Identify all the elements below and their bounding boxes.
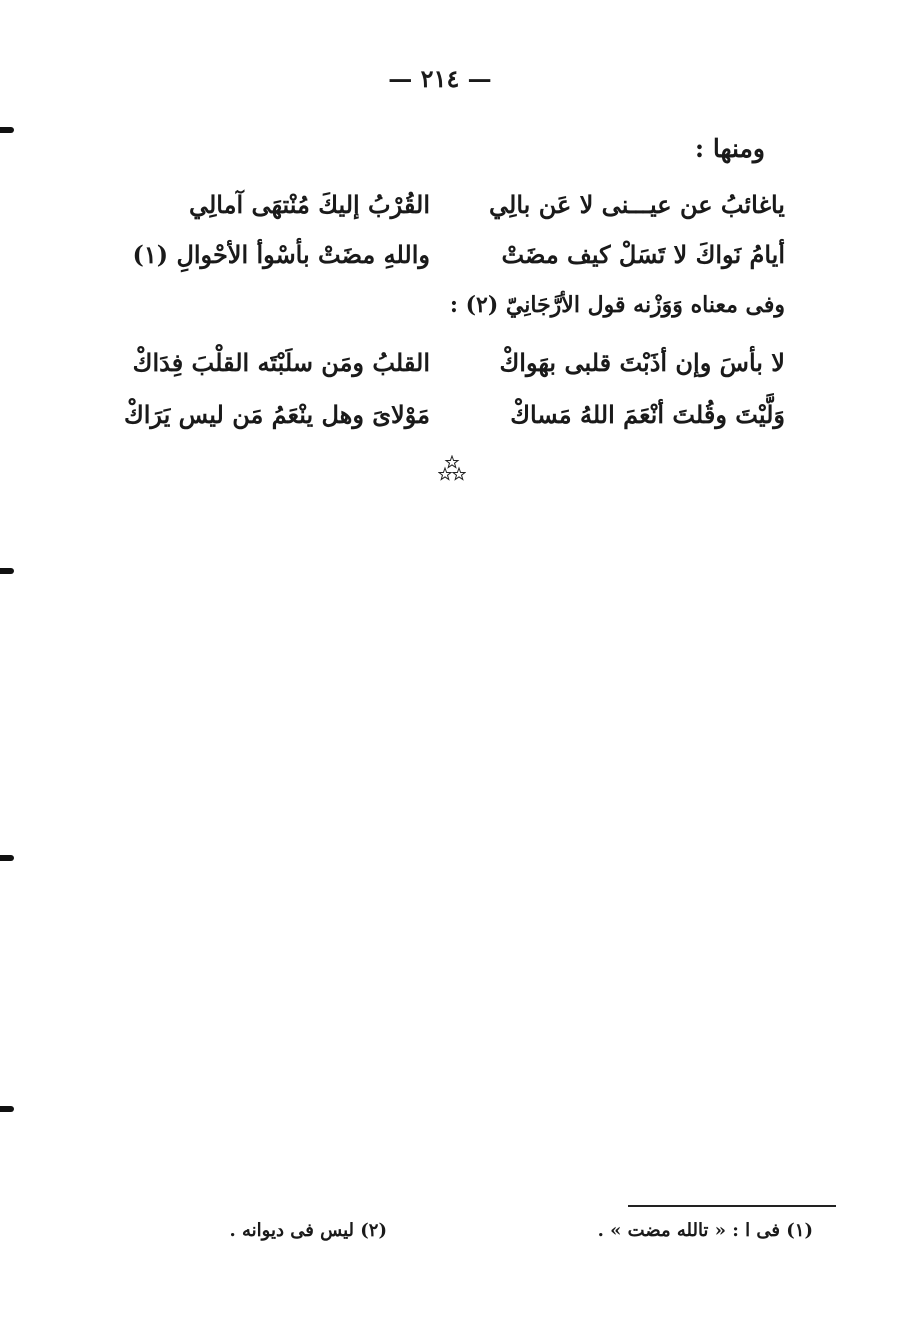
star-cluster-icon xyxy=(438,455,466,481)
verse-line xyxy=(110,190,785,232)
margin-mark-icon xyxy=(0,127,14,133)
verse-line xyxy=(110,348,785,390)
margin-mark-icon xyxy=(0,855,14,861)
verse-intro: وفى معناه وَوَزْنه قول الأرَّجَانِيّ (٢) : xyxy=(449,292,785,318)
verse-first-hemistich: لا بأسَ وإن أذَبْتَ قلبى بهَواكْ xyxy=(499,348,785,377)
verse-line xyxy=(110,240,785,282)
verse-second-hemistich: مَوْلاىَ وهل ينْعَمُ مَن ليس يَرَاكْ xyxy=(123,400,430,429)
verse-line xyxy=(110,400,785,442)
verse-first-hemistich: وَلَّيْتَ وقُلتَ أنْعَمَ اللهُ مَساكْ xyxy=(510,400,785,429)
verse-second-hemistich: القُرْبُ إليكَ مُنْتهَى آمالِي xyxy=(188,190,430,219)
page-number: — ٢١٤ — xyxy=(388,64,492,93)
section-heading: ومنها : xyxy=(694,134,765,163)
footnote-1: (١) فى ا : « تالله مضت » . xyxy=(597,1220,813,1241)
verse-second-hemistich: القلبُ ومَن سلَبْتَه القلْبَ فِدَاكْ xyxy=(132,348,430,377)
footnote-divider xyxy=(628,1205,836,1207)
margin-mark-icon xyxy=(0,568,14,574)
footnote-2: (٢) ليس فى ديوانه . xyxy=(229,1220,387,1241)
verse-first-hemistich: ياغائبُ عن عيـــنى لا عَن بالِي xyxy=(489,190,785,219)
margin-mark-icon xyxy=(0,1106,14,1112)
verse-first-hemistich: أيامُ نَواكَ لا تَسَلْ كيف مضَتْ xyxy=(501,240,785,269)
verse-second-hemistich: واللهِ مضَتْ بأسْوأ الأحْوالِ (١) xyxy=(132,240,430,269)
